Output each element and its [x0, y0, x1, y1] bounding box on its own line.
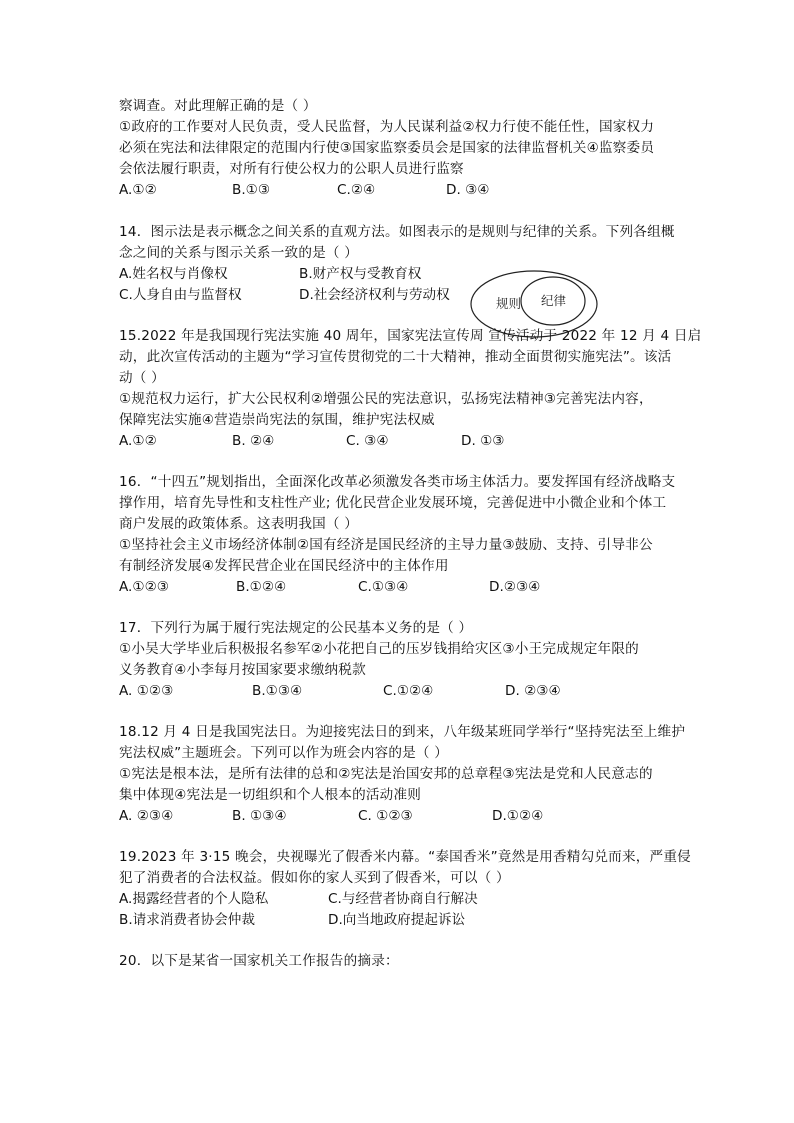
q13-statement-line: 必须在宪法和法律限定的范围内行使③国家监察委员会是国家的法律监督机关④监察委员	[119, 140, 655, 156]
q19-stem: 犯了消费者的合法权益。假如你的家人买到了假香米，可以（ ）	[119, 870, 510, 886]
q14-option-c: C.人身自由与监督权	[119, 287, 242, 303]
q14-option-d: D.社会经济权利与劳动权	[299, 287, 450, 303]
q15-option-d: D. ①③	[461, 433, 505, 449]
q18-option-a: A. ②③④	[119, 808, 174, 824]
q13-option-d: D. ③④	[446, 182, 490, 198]
q15-option-b: B. ②④	[232, 433, 275, 449]
q17-option-c: C.①②④	[383, 683, 434, 699]
q14-stem: 14．图示法是表示概念之间关系的直观方法。如图表示的是规则与纪律的关系。下列各组概	[119, 224, 675, 240]
q13-statement-line: 会依法履行职责，对所有行使公权力的公职人员进行监察	[119, 161, 464, 177]
q18-option-c: C. ①②③	[358, 808, 413, 824]
q13-statement-line: ①政府的工作要对人民负责，受人民监督，为人民谋利益②权力行使不能任性，国家权力	[119, 119, 655, 135]
q18-option-b: B. ①③④	[232, 808, 287, 824]
q19-option-b: B.请求消费者协会仲裁	[119, 912, 255, 928]
q18-statement-line: 集中体现④宪法是一切组织和个人根本的活动准则	[119, 787, 422, 803]
q15-option-c: C. ③④	[346, 433, 389, 449]
q14-option-b: B.财产权与受教育权	[299, 266, 422, 282]
q16-stem: 16．“十四五”规划指出，全面深化改革必须激发各类市场主体活力。要发挥国有经济战略支	[119, 474, 676, 490]
q17-option-a: A. ①②③	[119, 683, 174, 699]
q17-option-d: D. ②③④	[505, 683, 561, 699]
q16-statement-line: ①坚持社会主义市场经济体制②国有经济是国民经济的主导力量③鼓励、支持、引导非公	[119, 537, 653, 553]
q19-option-a: A.揭露经营者的个人隐私	[119, 891, 269, 907]
q17-option-b: B.①③④	[252, 683, 303, 699]
q13-option-a: A.①②	[119, 182, 157, 198]
q16-option-b: B.①②④	[236, 579, 287, 595]
venn-inner-label: 纪律	[541, 293, 567, 308]
q16-option-c: C.①③④	[358, 579, 409, 595]
q15-stem: 动（ ）	[119, 370, 165, 386]
q16-stem: 撑作用，培育先导性和支柱性产业; 优化民营企业发展环境，完善促进中小微企业和个体工	[119, 495, 667, 511]
q19-option-c: C.与经营者协商自行解决	[328, 891, 478, 907]
q16-option-d: D.②③④	[489, 579, 541, 595]
venn-outer-label: 规则	[496, 296, 522, 311]
q20-stem: 20．以下是某省一国家机关工作报告的摘录：	[119, 953, 399, 969]
q17-statement-line: 义务教育④小李每月按国家要求缴纳税款	[119, 662, 366, 678]
q17-statement-line: ①小吴大学毕业后积极报名参军②小花把自己的压岁钱捐给灾区③小王完成规定年限的	[119, 641, 639, 657]
q13-stem: 察调查。对此理解正确的是（ ）	[119, 98, 317, 114]
q13-option-b: B.①③	[232, 182, 271, 198]
q16-stem: 商户发展的政策体系。这表明我国（ ）	[119, 516, 359, 532]
q17-stem: 17．下列行为属于履行宪法规定的公民基本义务的是（ ）	[119, 620, 473, 636]
q14-stem: 念之间的关系与图示关系一致的是（ ）	[119, 245, 359, 261]
q15-statement-line: 保障宪法实施④营造崇尚宪法的氛围，维护宪法权威	[119, 412, 435, 428]
q19-stem: 19.2023 年 3·15 晚会，央视曝光了假香米内幕。“泰国香米”竟然是用香精勾兑而来，严重侵	[119, 849, 691, 865]
q18-statement-line: ①宪法是根本法，是所有法律的总和②宪法是治国安邦的总章程③宪法是党和人民意志的	[119, 766, 653, 782]
q18-stem: 18.12 月 4 日是我国宪法日。为迎接宪法日的到来，八年级某班同学举行“坚持宪法至上维护	[119, 724, 686, 740]
q15-option-a: A.①②	[119, 433, 157, 449]
q18-option-d: D.①②④	[492, 808, 544, 824]
q14-option-a: A.姓名权与肖像权	[119, 266, 228, 282]
q18-stem: 宪法权威”主题班会。下列可以作为班会内容的是（ ）	[119, 745, 449, 761]
q15-statement-line: ①规范权力运行，扩大公民权利②增强公民的宪法意识，弘扬宪法精神③完善宪法内容，	[119, 391, 653, 407]
q13-option-c: C.②④	[337, 182, 376, 198]
q15-stem: 动，此次宣传活动的主题为“学习宣传贯彻党的二十大精神，推动全面贯彻实施宪法”。该活	[119, 349, 672, 365]
q16-option-a: A.①②③	[119, 579, 169, 595]
q16-statement-line: 有制经济发展④发挥民营企业在国民经济中的主体作用	[119, 558, 449, 574]
q15-stem: 15.2022 年是我国现行宪法实施 40 周年，国家宪法宣传周 宣传活动于 2022 年 12 月 4 日启	[119, 328, 702, 344]
q19-option-d: D.向当地政府提起诉讼	[328, 912, 466, 928]
